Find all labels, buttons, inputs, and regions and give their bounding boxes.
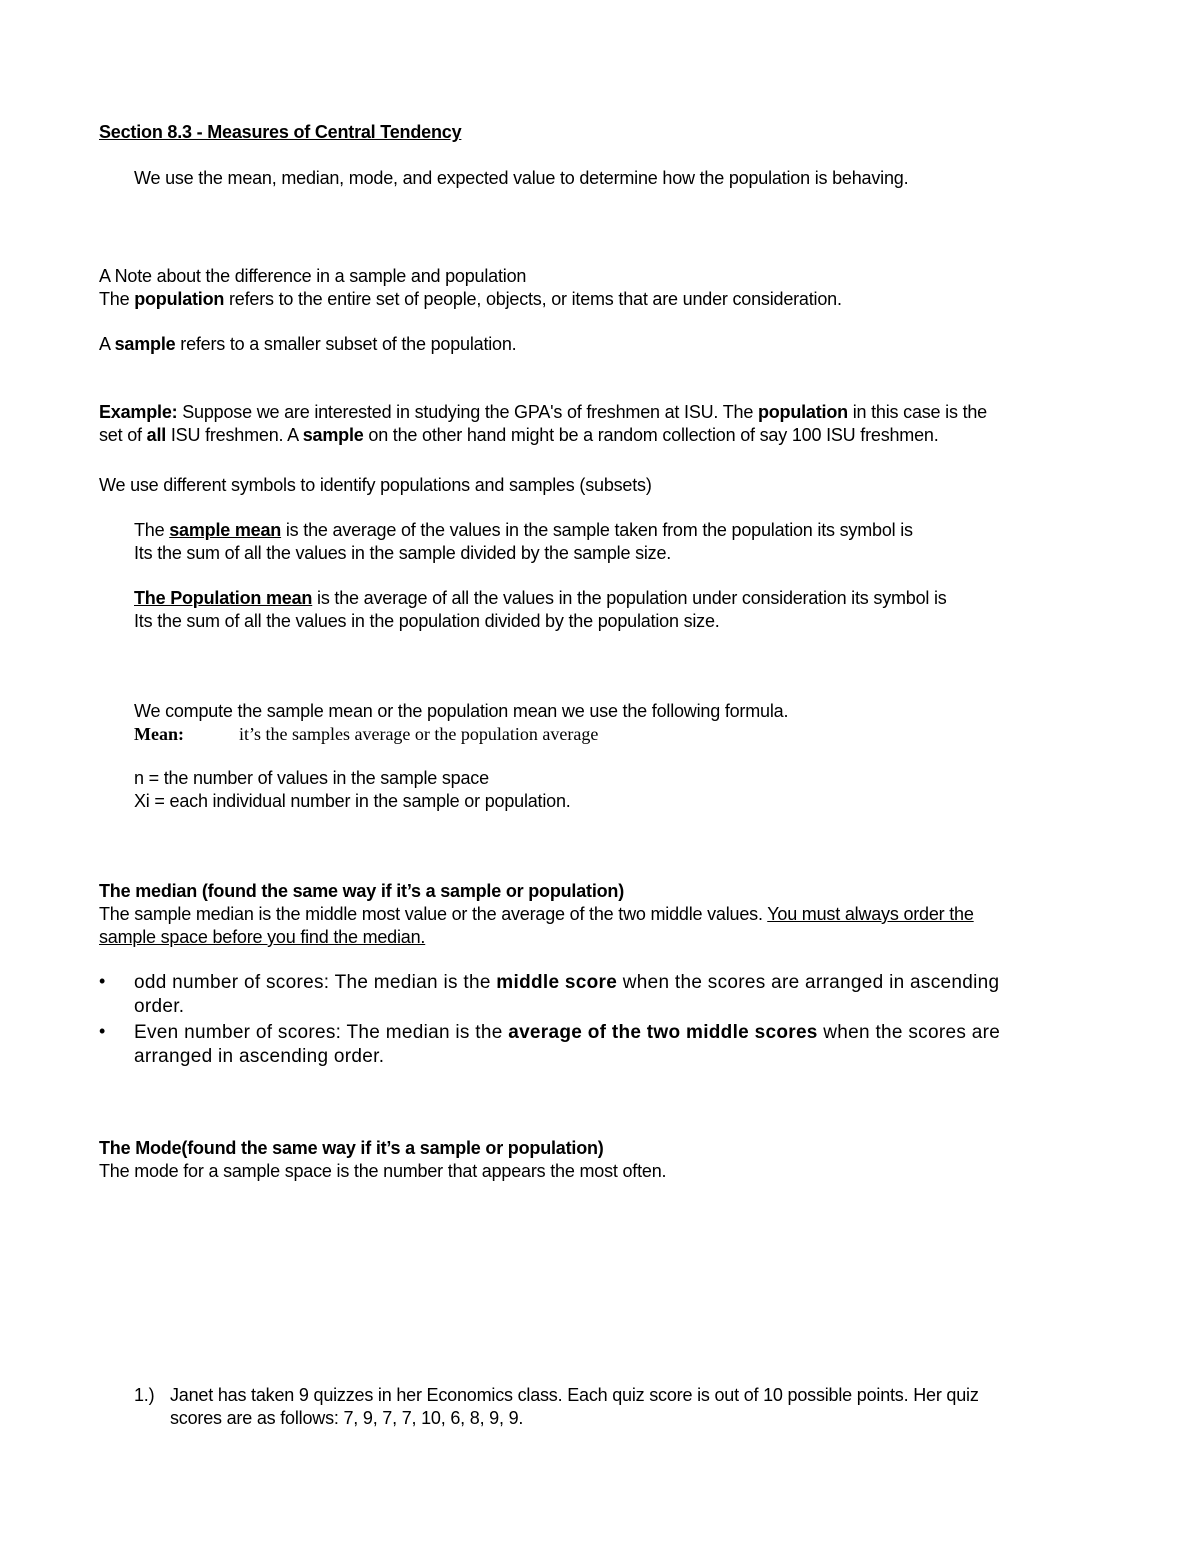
text-span: when the scores are arranged in ascending [617,972,1000,993]
n-definition: n = the number of values in the sample space [134,768,489,788]
median-bullet-odd [134,971,999,994]
mean-description: it’s the samples average or the population average [238,724,599,744]
median-line-2: sample space before you find the median. [99,927,426,947]
population-mean-term: The Population mean [134,588,313,608]
text-span-bold: average of the two middle scores [508,1022,818,1043]
median-bullet-even [134,1021,1000,1044]
mode-definition: The mode for a sample space is the number that appears the most often. [99,1161,667,1181]
example-label: Example: [99,402,178,422]
symbols-intro: We use different symbols to identify populations and samples (subsets) [99,475,652,495]
text-span: The sample median is the middle most value or the average of the two middle values. [99,904,768,924]
problem-number: 1.) [134,1385,155,1405]
text-span: refers to the entire set of people, objects, or items that are under consideration. [224,289,842,309]
text-span: The [134,520,170,540]
text-span: Even number of scores: The median is the [134,1022,509,1043]
intro-text: We use the mean, median, mode, and expected value to determine how the population is behaving. [134,168,909,188]
text-span: Suppose we are interested in studying the GPA's of freshmen at ISU. The [177,402,758,422]
median-line-1 [99,903,974,926]
mode-heading: The Mode(found the same way if it’s a sample or population) [99,1138,604,1158]
xi-definition: Xi = each individual number in the sample or population. [134,791,571,811]
mean-line [134,723,598,746]
text-span: odd number of scores: The median is the [134,972,497,993]
note-heading: A Note about the difference in a sample and population [99,266,527,286]
bullet-icon: • [99,971,106,991]
text-span-bold: sample [302,425,364,445]
text-span: The [99,289,135,309]
sample-mean-line-1 [134,519,913,542]
population-definition [99,288,842,311]
text-span: set of [99,425,147,445]
text-span: in this case is the [847,402,987,422]
median-bullet-even-cont: arranged in ascending order. [134,1046,385,1067]
text-span-bold: population [757,402,848,422]
population-term: population [134,289,225,309]
text-span: on the other hand might be a random collection of say 100 ISU freshmen. [363,425,939,445]
text-span: when the scores are [817,1022,1001,1043]
text-span-underlined: You must always order the [767,904,974,924]
text-span: A [99,334,115,354]
sample-mean-line-2: Its the sum of all the values in the sample divided by the sample size. [134,543,672,563]
problem-line-1: Janet has taken 9 quizzes in her Economics class. Each quiz score is out of 10 possible points. Her quiz [170,1385,979,1405]
population-mean-line-1 [134,587,947,610]
sample-term: sample [114,334,176,354]
median-bullet-odd-cont: order. [134,996,185,1017]
text-span: ISU freshmen. A [166,425,303,445]
example-line-1 [99,401,987,424]
mean-label: Mean: [134,724,184,744]
formula-intro: We compute the sample mean or the population mean we use the following formula. [134,701,789,721]
problem-line-2: scores are as follows: 7, 9, 7, 7, 10, 6, 8, 9, 9. [170,1408,524,1428]
sample-definition [99,333,516,356]
text-span: is the average of all the values in the population under consideration its symbol is [312,588,947,608]
text-span: is the average of the values in the sample taken from the population its symbol is [281,520,913,540]
text-span-bold: middle score [496,972,618,993]
text-span: refers to a smaller subset of the population. [175,334,517,354]
bullet-icon: • [99,1021,106,1041]
population-mean-line-2: Its the sum of all the values in the population divided by the population size. [134,611,720,631]
text-span-bold: all [146,425,167,445]
sample-mean-term: sample mean [169,520,282,540]
section-title: Section 8.3 - Measures of Central Tendency [99,122,462,142]
example-line-2 [99,424,939,447]
median-heading: The median (found the same way if it’s a sample or population) [99,881,625,901]
